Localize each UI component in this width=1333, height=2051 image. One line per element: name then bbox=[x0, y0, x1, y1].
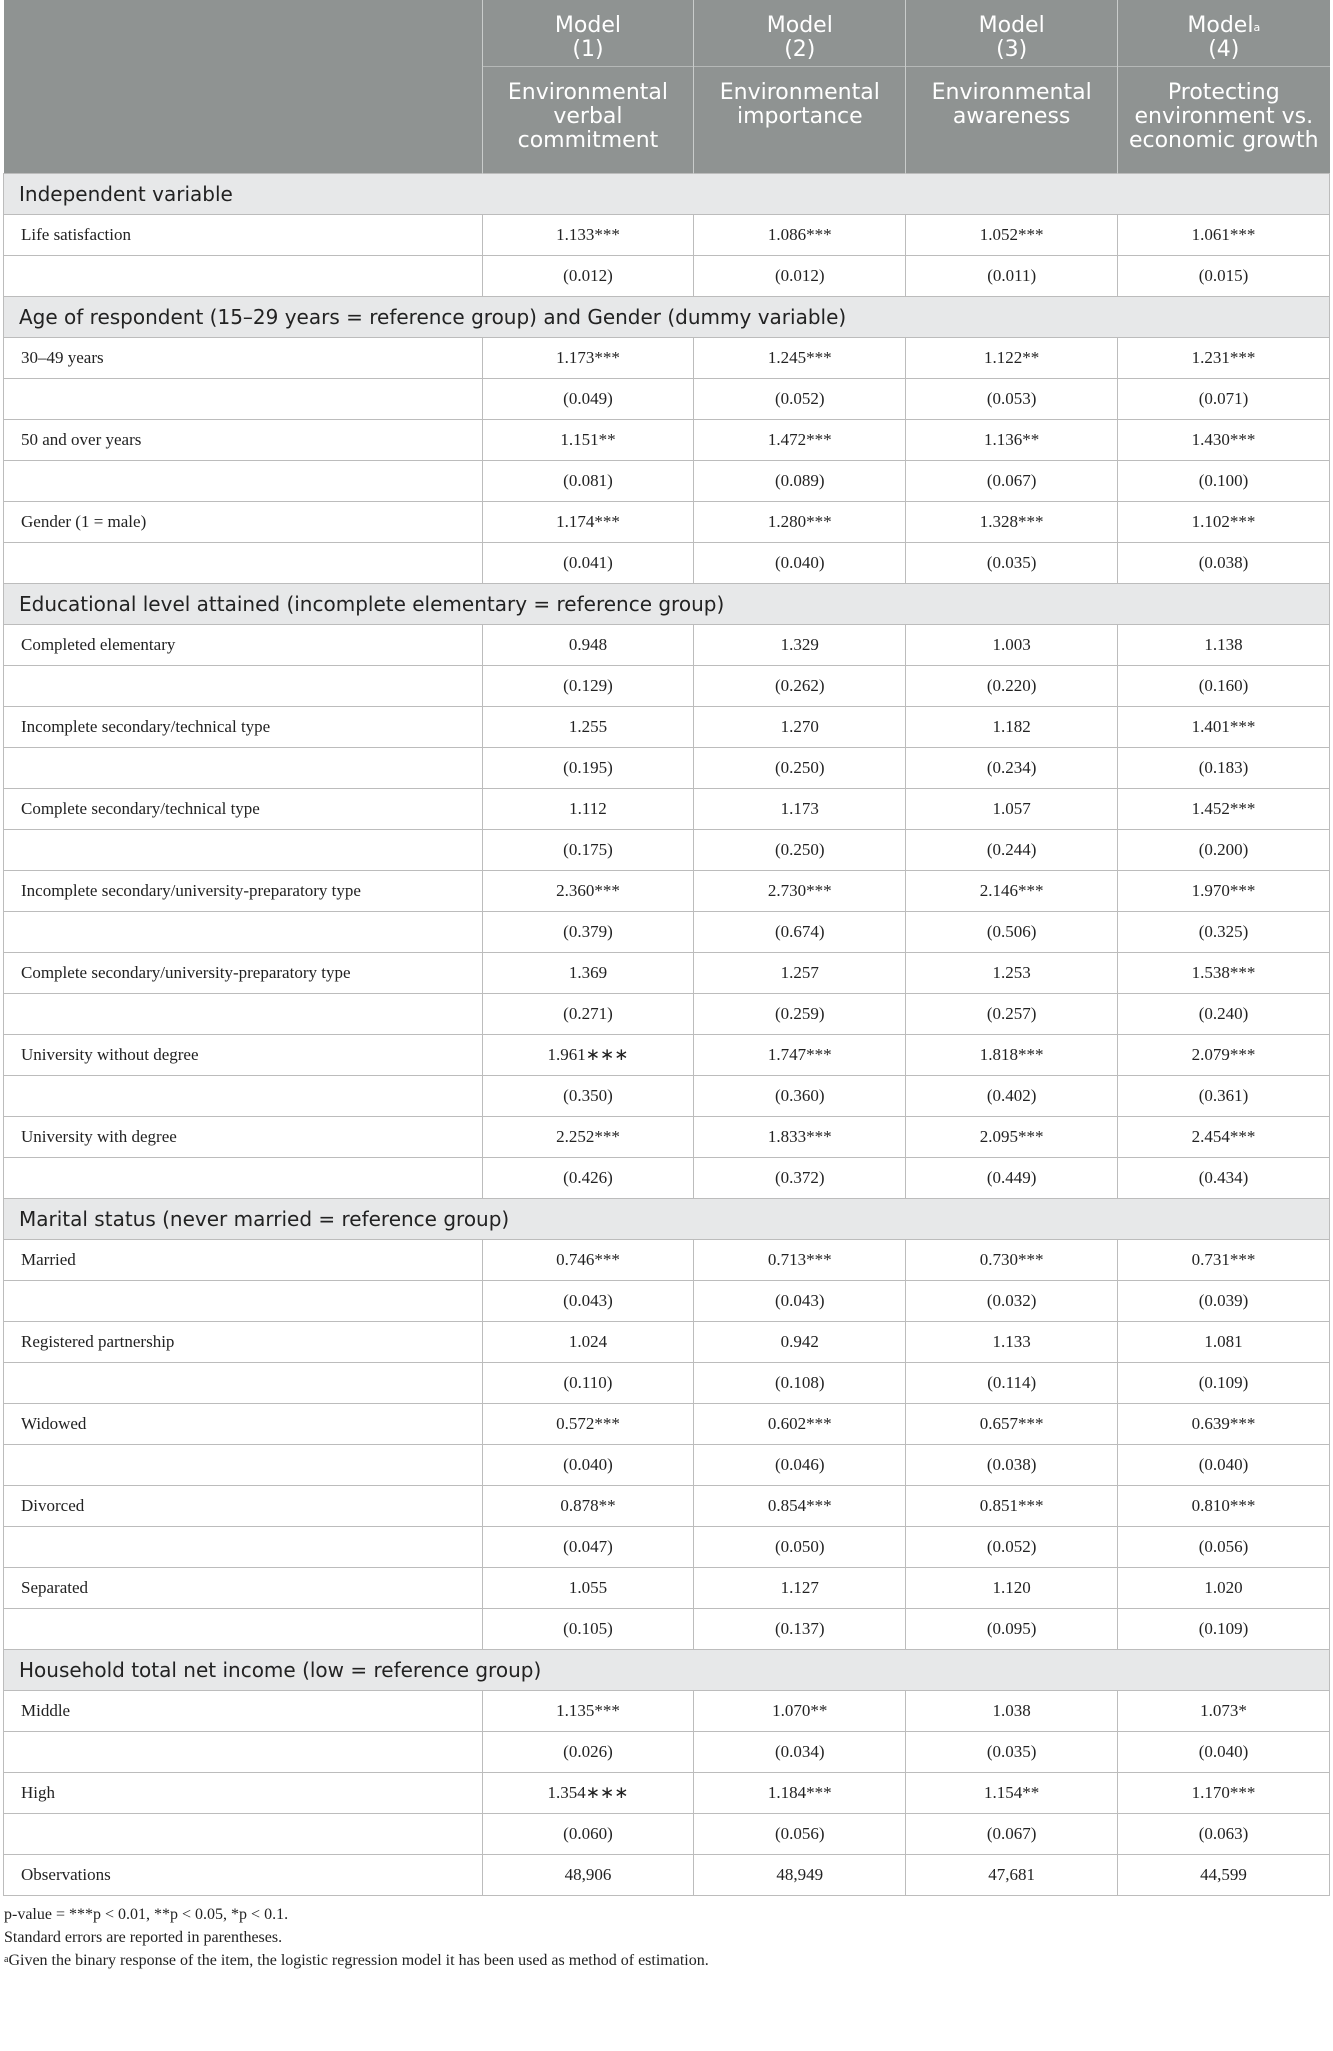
standard-error-cell: (0.220) bbox=[906, 666, 1118, 707]
coefficient-cell: 1.133 bbox=[906, 1322, 1118, 1363]
empty-label-cell bbox=[4, 1076, 483, 1117]
standard-error-cell: (0.095) bbox=[906, 1609, 1118, 1650]
dependent-variable-header: Environmental verbal commitment bbox=[482, 67, 694, 174]
coefficient-row bbox=[4, 1240, 1330, 1281]
coefficient-cell: 1.270 bbox=[694, 707, 906, 748]
standard-error-cell: (0.026) bbox=[482, 1732, 694, 1773]
standard-error-row bbox=[4, 1363, 1330, 1404]
standard-error-cell: (0.109) bbox=[1118, 1609, 1330, 1650]
coefficient-cell: 0.572*** bbox=[482, 1404, 694, 1445]
regression-table-page bbox=[3, 0, 1330, 1972]
standard-error-cell: (0.039) bbox=[1118, 1281, 1330, 1322]
model-header: Model (2) bbox=[694, 0, 906, 67]
coefficient-row bbox=[4, 707, 1330, 748]
empty-label-cell bbox=[4, 1158, 483, 1199]
coefficient-cell: 1.328*** bbox=[906, 502, 1118, 543]
standard-error-cell: (0.012) bbox=[694, 256, 906, 297]
coefficient-cell: 1.135*** bbox=[482, 1691, 694, 1732]
variable-label: Widowed bbox=[4, 1404, 483, 1445]
standard-error-row bbox=[4, 666, 1330, 707]
standard-error-row bbox=[4, 994, 1330, 1035]
variable-label: Gender (1 = male) bbox=[4, 502, 483, 543]
standard-error-cell: (0.049) bbox=[482, 379, 694, 420]
section-header-row bbox=[4, 297, 1330, 338]
coefficient-cell: 1.057 bbox=[906, 789, 1118, 830]
coefficient-cell: 2.079*** bbox=[1118, 1035, 1330, 1076]
coefficient-cell: 0.878** bbox=[482, 1486, 694, 1527]
variable-label: Incomplete secondary/university-preparatory type bbox=[4, 871, 483, 912]
standard-error-cell: (0.032) bbox=[906, 1281, 1118, 1322]
variable-label: High bbox=[4, 1773, 483, 1814]
coefficient-cell: 1.253 bbox=[906, 953, 1118, 994]
regression-table bbox=[3, 0, 1330, 1896]
standard-error-cell: (0.040) bbox=[1118, 1732, 1330, 1773]
empty-label-cell bbox=[4, 379, 483, 420]
observations-cell: 48,906 bbox=[482, 1855, 694, 1896]
standard-error-cell: (0.350) bbox=[482, 1076, 694, 1117]
coefficient-cell: 1.086*** bbox=[694, 215, 906, 256]
coefficient-cell: 1.061*** bbox=[1118, 215, 1330, 256]
standard-error-cell: (0.040) bbox=[482, 1445, 694, 1486]
coefficient-cell: 1.538*** bbox=[1118, 953, 1330, 994]
variable-label: University with degree bbox=[4, 1117, 483, 1158]
coefficient-cell: 1.020 bbox=[1118, 1568, 1330, 1609]
standard-error-cell: (0.129) bbox=[482, 666, 694, 707]
coefficient-cell: 1.182 bbox=[906, 707, 1118, 748]
standard-error-cell: (0.011) bbox=[906, 256, 1118, 297]
coefficient-row bbox=[4, 502, 1330, 543]
variable-label: University without degree bbox=[4, 1035, 483, 1076]
standard-error-cell: (0.060) bbox=[482, 1814, 694, 1855]
standard-error-cell: (0.043) bbox=[482, 1281, 694, 1322]
empty-label-cell bbox=[4, 461, 483, 502]
coefficient-cell: 2.454*** bbox=[1118, 1117, 1330, 1158]
variable-label: Life satisfaction bbox=[4, 215, 483, 256]
empty-label-cell bbox=[4, 1363, 483, 1404]
table-notes bbox=[3, 1903, 1330, 1972]
coefficient-cell: 1.401*** bbox=[1118, 707, 1330, 748]
standard-error-cell: (0.175) bbox=[482, 830, 694, 871]
standard-error-cell: (0.038) bbox=[906, 1445, 1118, 1486]
variable-label: 50 and over years bbox=[4, 420, 483, 461]
standard-error-row bbox=[4, 379, 1330, 420]
dependent-variable-header: Environmental awareness bbox=[906, 67, 1118, 174]
table-body bbox=[4, 174, 1330, 1896]
variable-label: Completed elementary bbox=[4, 625, 483, 666]
standard-error-cell: (0.063) bbox=[1118, 1814, 1330, 1855]
coefficient-row bbox=[4, 1568, 1330, 1609]
empty-label-cell bbox=[4, 830, 483, 871]
section-header-row bbox=[4, 584, 1330, 625]
coefficient-cell: 1.452*** bbox=[1118, 789, 1330, 830]
section-title: Age of respondent (15–29 years = reference group) and Gender (dummy variable) bbox=[4, 297, 1330, 338]
coefficient-cell: 0.602*** bbox=[694, 1404, 906, 1445]
coefficient-row bbox=[4, 338, 1330, 379]
section-header-row bbox=[4, 1199, 1330, 1240]
coefficient-cell: 1.818*** bbox=[906, 1035, 1118, 1076]
coefficient-cell: 2.146*** bbox=[906, 871, 1118, 912]
coefficient-cell: 2.730*** bbox=[694, 871, 906, 912]
empty-label-cell bbox=[4, 1609, 483, 1650]
standard-error-note: Standard errors are reported in parentheses. bbox=[4, 1929, 283, 1946]
empty-label-cell bbox=[4, 912, 483, 953]
coefficient-cell: 1.245*** bbox=[694, 338, 906, 379]
standard-error-cell: (0.137) bbox=[694, 1609, 906, 1650]
coefficient-cell: 1.154** bbox=[906, 1773, 1118, 1814]
coefficient-row bbox=[4, 1117, 1330, 1158]
variable-label: Separated bbox=[4, 1568, 483, 1609]
footnote-marker: a bbox=[4, 1954, 9, 1965]
coefficient-cell: 1.070** bbox=[694, 1691, 906, 1732]
estimation-footnote: $^a$Given the binary response of the item, the logistic regression model it has been used as method of estimation. bbox=[4, 1952, 709, 1969]
standard-error-cell: (0.195) bbox=[482, 748, 694, 789]
footnote-marker: a bbox=[1253, 21, 1261, 34]
coefficient-cell: 1.961∗∗∗ bbox=[482, 1035, 694, 1076]
coefficient-cell: 1.747*** bbox=[694, 1035, 906, 1076]
standard-error-cell: (0.434) bbox=[1118, 1158, 1330, 1199]
coefficient-cell: 1.280*** bbox=[694, 502, 906, 543]
coefficient-cell: 1.102*** bbox=[1118, 502, 1330, 543]
standard-error-cell: (0.379) bbox=[482, 912, 694, 953]
coefficient-cell: 1.170*** bbox=[1118, 1773, 1330, 1814]
coefficient-cell: 0.746*** bbox=[482, 1240, 694, 1281]
standard-error-cell: (0.506) bbox=[906, 912, 1118, 953]
standard-error-row bbox=[4, 1281, 1330, 1322]
standard-error-row bbox=[4, 912, 1330, 953]
coefficient-row bbox=[4, 953, 1330, 994]
coefficient-cell: 1.329 bbox=[694, 625, 906, 666]
coefficient-cell: 0.639*** bbox=[1118, 1404, 1330, 1445]
standard-error-cell: (0.109) bbox=[1118, 1363, 1330, 1404]
variable-label: Complete secondary/technical type bbox=[4, 789, 483, 830]
standard-error-cell: (0.372) bbox=[694, 1158, 906, 1199]
standard-error-cell: (0.053) bbox=[906, 379, 1118, 420]
standard-error-cell: (0.012) bbox=[482, 256, 694, 297]
section-title: Marital status (never married = reference group) bbox=[4, 1199, 1330, 1240]
empty-label-cell bbox=[4, 1732, 483, 1773]
section-header-row bbox=[4, 174, 1330, 215]
coefficient-cell: 1.136** bbox=[906, 420, 1118, 461]
standard-error-cell: (0.052) bbox=[694, 379, 906, 420]
variable-label: Married bbox=[4, 1240, 483, 1281]
coefficient-cell: 0.942 bbox=[694, 1322, 906, 1363]
standard-error-row bbox=[4, 748, 1330, 789]
standard-error-cell: (0.325) bbox=[1118, 912, 1330, 953]
coefficient-cell: 1.024 bbox=[482, 1322, 694, 1363]
observations-cell: 47,681 bbox=[906, 1855, 1118, 1896]
observations-cell: 44,599 bbox=[1118, 1855, 1330, 1896]
standard-error-row bbox=[4, 1527, 1330, 1568]
coefficient-cell: 1.970*** bbox=[1118, 871, 1330, 912]
empty-label-cell bbox=[4, 1527, 483, 1568]
standard-error-cell: (0.015) bbox=[1118, 256, 1330, 297]
coefficient-row bbox=[4, 1322, 1330, 1363]
coefficient-cell: 1.257 bbox=[694, 953, 906, 994]
coefficient-cell: 1.472*** bbox=[694, 420, 906, 461]
coefficient-cell: 0.810*** bbox=[1118, 1486, 1330, 1527]
standard-error-row bbox=[4, 1076, 1330, 1117]
coefficient-row bbox=[4, 420, 1330, 461]
standard-error-cell: (0.040) bbox=[694, 543, 906, 584]
coefficient-cell: 1.073* bbox=[1118, 1691, 1330, 1732]
coefficient-row bbox=[4, 215, 1330, 256]
coefficient-cell: 1.052*** bbox=[906, 215, 1118, 256]
observations-row bbox=[4, 1855, 1330, 1896]
empty-label-cell bbox=[4, 543, 483, 584]
coefficient-cell: 1.173*** bbox=[482, 338, 694, 379]
standard-error-cell: (0.449) bbox=[906, 1158, 1118, 1199]
standard-error-cell: (0.035) bbox=[906, 1732, 1118, 1773]
variable-label: Registered partnership bbox=[4, 1322, 483, 1363]
standard-error-cell: (0.271) bbox=[482, 994, 694, 1035]
standard-error-cell: (0.047) bbox=[482, 1527, 694, 1568]
standard-error-cell: (0.040) bbox=[1118, 1445, 1330, 1486]
standard-error-cell: (0.262) bbox=[694, 666, 906, 707]
standard-error-cell: (0.043) bbox=[694, 1281, 906, 1322]
coefficient-cell: 0.731*** bbox=[1118, 1240, 1330, 1281]
coefficient-cell: 1.184*** bbox=[694, 1773, 906, 1814]
coefficient-cell: 1.354∗∗∗ bbox=[482, 1773, 694, 1814]
standard-error-cell: (0.259) bbox=[694, 994, 906, 1035]
standard-error-cell: (0.081) bbox=[482, 461, 694, 502]
dependent-variable-header: Protecting environment vs. economic growth bbox=[1118, 67, 1330, 174]
standard-error-cell: (0.402) bbox=[906, 1076, 1118, 1117]
standard-error-cell: (0.050) bbox=[694, 1527, 906, 1568]
coefficient-cell: 2.252*** bbox=[482, 1117, 694, 1158]
variable-label: 30–49 years bbox=[4, 338, 483, 379]
standard-error-cell: (0.674) bbox=[694, 912, 906, 953]
standard-error-cell: (0.200) bbox=[1118, 830, 1330, 871]
empty-label-cell bbox=[4, 256, 483, 297]
coefficient-cell: 1.231*** bbox=[1118, 338, 1330, 379]
variable-label: Complete secondary/university-preparatory type bbox=[4, 953, 483, 994]
standard-error-cell: (0.056) bbox=[1118, 1527, 1330, 1568]
variable-label: Incomplete secondary/technical type bbox=[4, 707, 483, 748]
standard-error-cell: (0.035) bbox=[906, 543, 1118, 584]
standard-error-row bbox=[4, 1445, 1330, 1486]
empty-label-cell bbox=[4, 1814, 483, 1855]
standard-error-cell: (0.360) bbox=[694, 1076, 906, 1117]
coefficient-cell: 2.360*** bbox=[482, 871, 694, 912]
standard-error-cell: (0.034) bbox=[694, 1732, 906, 1773]
standard-error-cell: (0.108) bbox=[694, 1363, 906, 1404]
standard-error-row bbox=[4, 1609, 1330, 1650]
standard-error-cell: (0.052) bbox=[906, 1527, 1118, 1568]
section-title: Educational level attained (incomplete elementary = reference group) bbox=[4, 584, 1330, 625]
coefficient-cell: 1.833*** bbox=[694, 1117, 906, 1158]
section-title: Household total net income (low = reference group) bbox=[4, 1650, 1330, 1691]
coefficient-cell: 1.003 bbox=[906, 625, 1118, 666]
standard-error-cell: (0.240) bbox=[1118, 994, 1330, 1035]
standard-error-cell: (0.046) bbox=[694, 1445, 906, 1486]
coefficient-row bbox=[4, 871, 1330, 912]
coefficient-cell: 1.133*** bbox=[482, 215, 694, 256]
standard-error-cell: (0.160) bbox=[1118, 666, 1330, 707]
model-header: Model$^a$ (4) bbox=[1118, 0, 1330, 67]
coefficient-cell: 1.112 bbox=[482, 789, 694, 830]
standard-error-row bbox=[4, 543, 1330, 584]
coefficient-row bbox=[4, 1773, 1330, 1814]
coefficient-row bbox=[4, 1035, 1330, 1076]
coefficient-row bbox=[4, 789, 1330, 830]
standard-error-cell: (0.038) bbox=[1118, 543, 1330, 584]
coefficient-cell: 1.430*** bbox=[1118, 420, 1330, 461]
empty-label-cell bbox=[4, 994, 483, 1035]
coefficient-row bbox=[4, 1404, 1330, 1445]
standard-error-cell: (0.426) bbox=[482, 1158, 694, 1199]
empty-label-cell bbox=[4, 1281, 483, 1322]
observations-cell: 48,949 bbox=[694, 1855, 906, 1896]
standard-error-cell: (0.110) bbox=[482, 1363, 694, 1404]
coefficient-cell: 1.255 bbox=[482, 707, 694, 748]
standard-error-cell: (0.056) bbox=[694, 1814, 906, 1855]
standard-error-row bbox=[4, 256, 1330, 297]
standard-error-cell: (0.257) bbox=[906, 994, 1118, 1035]
coefficient-cell: 1.081 bbox=[1118, 1322, 1330, 1363]
coefficient-cell: 1.055 bbox=[482, 1568, 694, 1609]
section-header-row bbox=[4, 1650, 1330, 1691]
coefficient-cell: 0.713*** bbox=[694, 1240, 906, 1281]
standard-error-cell: (0.041) bbox=[482, 543, 694, 584]
standard-error-cell: (0.071) bbox=[1118, 379, 1330, 420]
standard-error-cell: (0.250) bbox=[694, 748, 906, 789]
standard-error-cell: (0.244) bbox=[906, 830, 1118, 871]
coefficient-cell: 1.127 bbox=[694, 1568, 906, 1609]
coefficient-row bbox=[4, 1691, 1330, 1732]
empty-label-cell bbox=[4, 748, 483, 789]
coefficient-cell: 1.138 bbox=[1118, 625, 1330, 666]
standard-error-cell: (0.100) bbox=[1118, 461, 1330, 502]
coefficient-row bbox=[4, 625, 1330, 666]
model-header: Model (1) bbox=[482, 0, 694, 67]
coefficient-cell: 0.657*** bbox=[906, 1404, 1118, 1445]
pvalue-note: p-value = ***p < 0.01, **p < 0.05, *p < 0.1. bbox=[4, 1906, 289, 1923]
standard-error-row bbox=[4, 830, 1330, 871]
standard-error-row bbox=[4, 1732, 1330, 1773]
section-title: Independent variable bbox=[4, 174, 1330, 215]
header-row-models bbox=[4, 0, 1330, 67]
coefficient-cell: 0.854*** bbox=[694, 1486, 906, 1527]
coefficient-cell: 1.038 bbox=[906, 1691, 1118, 1732]
standard-error-row bbox=[4, 1158, 1330, 1199]
standard-error-cell: (0.105) bbox=[482, 1609, 694, 1650]
standard-error-cell: (0.361) bbox=[1118, 1076, 1330, 1117]
standard-error-cell: (0.067) bbox=[906, 461, 1118, 502]
empty-label-cell bbox=[4, 666, 483, 707]
observations-label: Observations bbox=[4, 1855, 483, 1896]
empty-label-cell bbox=[4, 1445, 483, 1486]
coefficient-cell: 1.122** bbox=[906, 338, 1118, 379]
standard-error-cell: (0.250) bbox=[694, 830, 906, 871]
coefficient-cell: 1.151** bbox=[482, 420, 694, 461]
standard-error-cell: (0.183) bbox=[1118, 748, 1330, 789]
standard-error-cell: (0.067) bbox=[906, 1814, 1118, 1855]
coefficient-cell: 1.120 bbox=[906, 1568, 1118, 1609]
variable-label: Divorced bbox=[4, 1486, 483, 1527]
coefficient-cell: 1.369 bbox=[482, 953, 694, 994]
coefficient-cell: 1.173 bbox=[694, 789, 906, 830]
standard-error-row bbox=[4, 1814, 1330, 1855]
coefficient-cell: 0.851*** bbox=[906, 1486, 1118, 1527]
coefficient-cell: 2.095*** bbox=[906, 1117, 1118, 1158]
coefficient-cell: 1.174*** bbox=[482, 502, 694, 543]
standard-error-row bbox=[4, 461, 1330, 502]
header-corner-cell bbox=[4, 0, 483, 67]
coefficient-cell: 0.948 bbox=[482, 625, 694, 666]
standard-error-cell: (0.114) bbox=[906, 1363, 1118, 1404]
model-header: Model (3) bbox=[906, 0, 1118, 67]
standard-error-cell: (0.234) bbox=[906, 748, 1118, 789]
variable-label: Middle bbox=[4, 1691, 483, 1732]
dependent-variable-header: Environmental importance bbox=[694, 67, 906, 174]
header-corner-cell bbox=[4, 67, 483, 174]
coefficient-row bbox=[4, 1486, 1330, 1527]
coefficient-cell: 0.730*** bbox=[906, 1240, 1118, 1281]
header-row-dependent-variables bbox=[4, 67, 1330, 174]
standard-error-cell: (0.089) bbox=[694, 461, 906, 502]
